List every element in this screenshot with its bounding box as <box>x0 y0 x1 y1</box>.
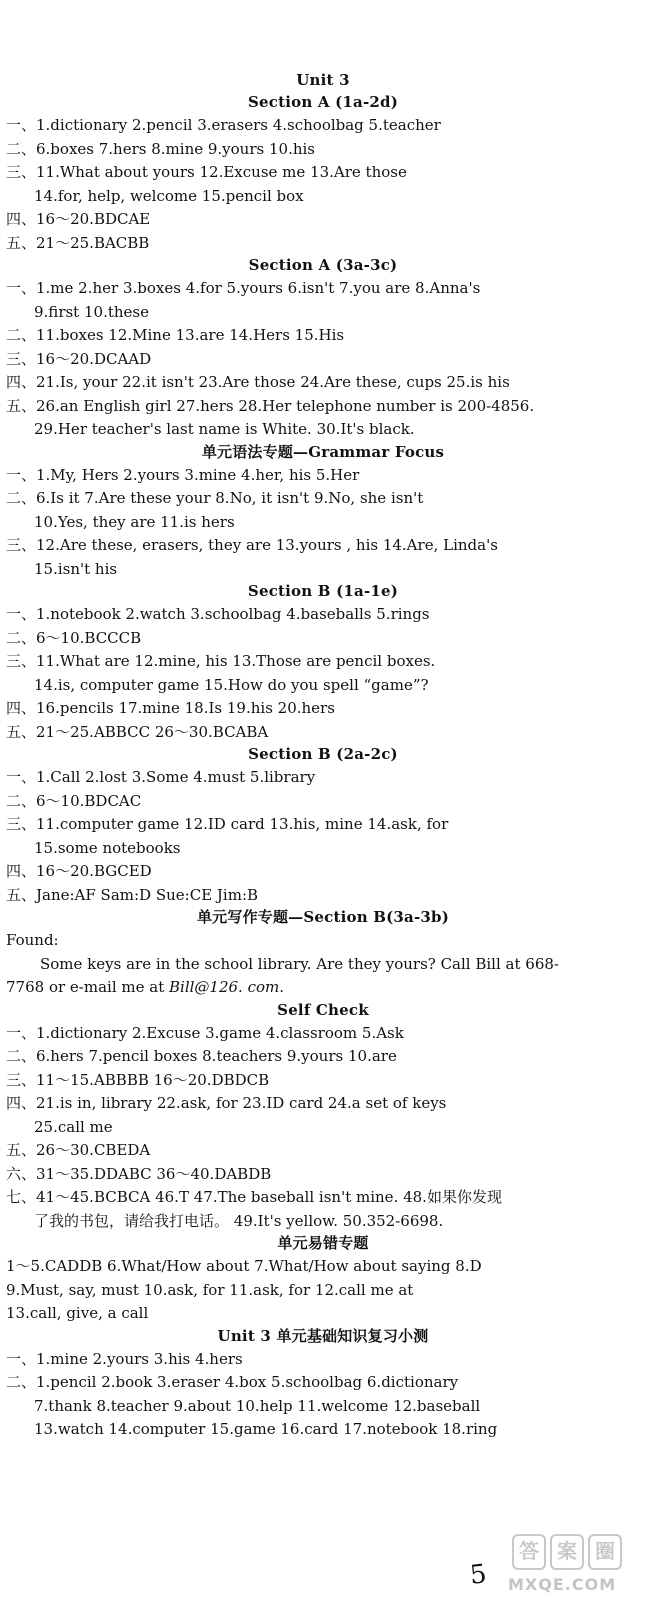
page-number: 5 <box>468 1559 489 1591</box>
answer-line: 9.Must, say, must 10.ask, for 11.ask, for 12.call me at <box>6 1280 414 1299</box>
writing-text: 7768 or e-mail me at <box>6 978 169 996</box>
answer-line: 三、11～15.ABBBB 16～20.DBDCB <box>6 1070 270 1089</box>
section-title-a1: Section A (1a-2d) <box>247 93 399 111</box>
section-title-b2: Section B (2a-2c) <box>248 745 398 763</box>
watermark-char: 案 <box>550 1534 584 1570</box>
answer-line: 五、Jane:AF Sam:D Sue:CE Jim:B <box>6 885 259 904</box>
answer-line: 一、1.me 2.her 3.boxes 4.for 5.yours 6.isn't 7.you are 8.Anna's <box>6 279 481 297</box>
answer-line: 三、16～20.DCAAD <box>6 349 152 368</box>
section-title-review: Unit 3 单元基础知识复习小测 <box>217 1326 429 1345</box>
answer-line: 二、6.hers 7.pencil boxes 8.teachers 9.yours 10.are <box>6 1047 397 1065</box>
answer-line: 四、16～20.BDCAE <box>6 210 151 228</box>
answer-line: 二、1.pencil 2.book 3.eraser 4.box 5.schoolbag 6.dictionary <box>6 1373 459 1391</box>
answer-line: 五、26.an English girl 27.hers 28.Her telephone number is 200-4856. <box>6 396 535 415</box>
answer-line: 10.Yes, they are 11.is hers <box>34 512 235 531</box>
answer-line: 四、16～20.BGCED <box>6 862 152 880</box>
answer-line: 一、1.dictionary 2.pencil 3.erasers 4.schoolbag 5.teacher <box>6 116 441 134</box>
answer-line: 五、21～25.ABBCC 26～30.BCABA <box>6 722 269 741</box>
answer-line: 五、26～30.CBEDA <box>6 1141 151 1159</box>
answer-line: 一、1.My, Hers 2.yours 3.mine 4.her, his 5.Her <box>6 465 360 484</box>
watermark-url: MXQE.COM <box>508 1575 617 1594</box>
answer-line: 14.for, help, welcome 15.pencil box <box>34 186 304 205</box>
answer-line: 7.thank 8.teacher 9.about 10.help 11.welcome 12.baseball <box>34 1396 481 1415</box>
answer-line: 二、6.boxes 7.hers 8.mine 9.yours 10.his <box>6 139 315 158</box>
answer-line: 五、21～25.BACBB <box>6 233 150 252</box>
email-text: Bill@126. com <box>169 978 280 996</box>
answer-line: 1～5.CADDB 6.What/How about 7.What/How about saying 8.D <box>6 1257 482 1275</box>
answer-line: 三、12.Are these, erasers, they are 13.yours , his 14.Are, Linda's <box>6 536 498 554</box>
answer-line: 二、6.Is it 7.Are these your 8.No, it isn't 9.No, she isn't <box>6 489 424 507</box>
answer-line: 三、11.What are 12.mine, his 13.Those are pencil boxes. <box>6 652 436 670</box>
answer-line: 一、1.dictionary 2.Excuse 3.game 4.classroom 5.Ask <box>6 1023 404 1042</box>
answer-line: 三、11.computer game 12.ID card 13.his, mine 14.ask, for <box>6 815 449 833</box>
answer-line: 25.call me <box>34 1117 113 1136</box>
section-title-errors: 单元易错专题 <box>277 1234 369 1252</box>
writing-line <box>0 976 646 1000</box>
answer-line: 13.watch 14.computer 15.game 16.card 17.notebook 18.ring <box>34 1420 498 1438</box>
section-title-grammar: 单元语法专题—Grammar Focus <box>201 442 445 461</box>
answer-line: 13.call, give, a call <box>6 1304 149 1322</box>
watermark-char: 圈 <box>588 1534 622 1570</box>
watermark-logo <box>488 1534 638 1594</box>
answer-line: 二、11.boxes 12.Mine 13.are 14.Hers 15.His <box>6 326 345 344</box>
answer-line: 15.some notebooks <box>34 838 181 857</box>
answer-line: 一、1.mine 2.yours 3.his 4.hers <box>6 1349 243 1368</box>
unit-title: Unit 3 <box>296 71 350 89</box>
found-label: Found: <box>6 931 59 949</box>
answer-line: 三、11.What about yours 12.Excuse me 13.Are those <box>6 163 407 181</box>
writing-text: . <box>279 978 285 996</box>
section-title-writing: 单元写作专题—Section B(3a-3b) <box>196 908 450 926</box>
answer-line: 二、6～10.BDCAC <box>6 791 142 810</box>
answer-line: 9.first 10.these <box>34 302 149 321</box>
answer-line: 15.isn't his <box>34 559 118 578</box>
answer-page <box>0 70 646 1442</box>
answer-line: 四、21.is in, library 22.ask, for 23.ID card 24.a set of keys <box>6 1094 447 1112</box>
answer-line: 七、41～45.BCBCA 46.T 47.The baseball isn't mine. 48.如果你发现 <box>6 1188 502 1206</box>
answer-line: 29.Her teacher's last name is White. 30.It's black. <box>34 420 415 438</box>
answer-line: 了我的书包，请给我打电话。 49.It's yellow. 50.352-6698. <box>34 1211 444 1230</box>
answer-line: 一、1.notebook 2.watch 3.schoolbag 4.baseballs 5.rings <box>6 605 430 623</box>
section-title-b1: Section B (1a-1e) <box>247 582 399 600</box>
answer-line: 四、21.Is, your 22.it isn't 23.Are those 24.Are these, cups 25.is his <box>6 373 510 391</box>
answer-line: 六、31～35.DDABC 36～40.DABDB <box>6 1164 272 1183</box>
answer-line: 四、16.pencils 17.mine 18.Is 19.his 20.hers <box>6 699 335 717</box>
answer-line: 一、1.Call 2.lost 3.Some 4.must 5.library <box>6 768 316 786</box>
watermark-char: 答 <box>512 1534 546 1570</box>
section-title-a2: Section A (3a-3c) <box>248 256 398 274</box>
writing-line: Some keys are in the school library. Are they yours? Call Bill at 668- <box>40 954 559 973</box>
section-title-selfcheck: Self Check <box>277 1000 369 1019</box>
answer-line: 14.is, computer game 15.How do you spell “game”? <box>34 675 429 694</box>
answer-line: 二、6～10.BCCCB <box>6 628 142 647</box>
